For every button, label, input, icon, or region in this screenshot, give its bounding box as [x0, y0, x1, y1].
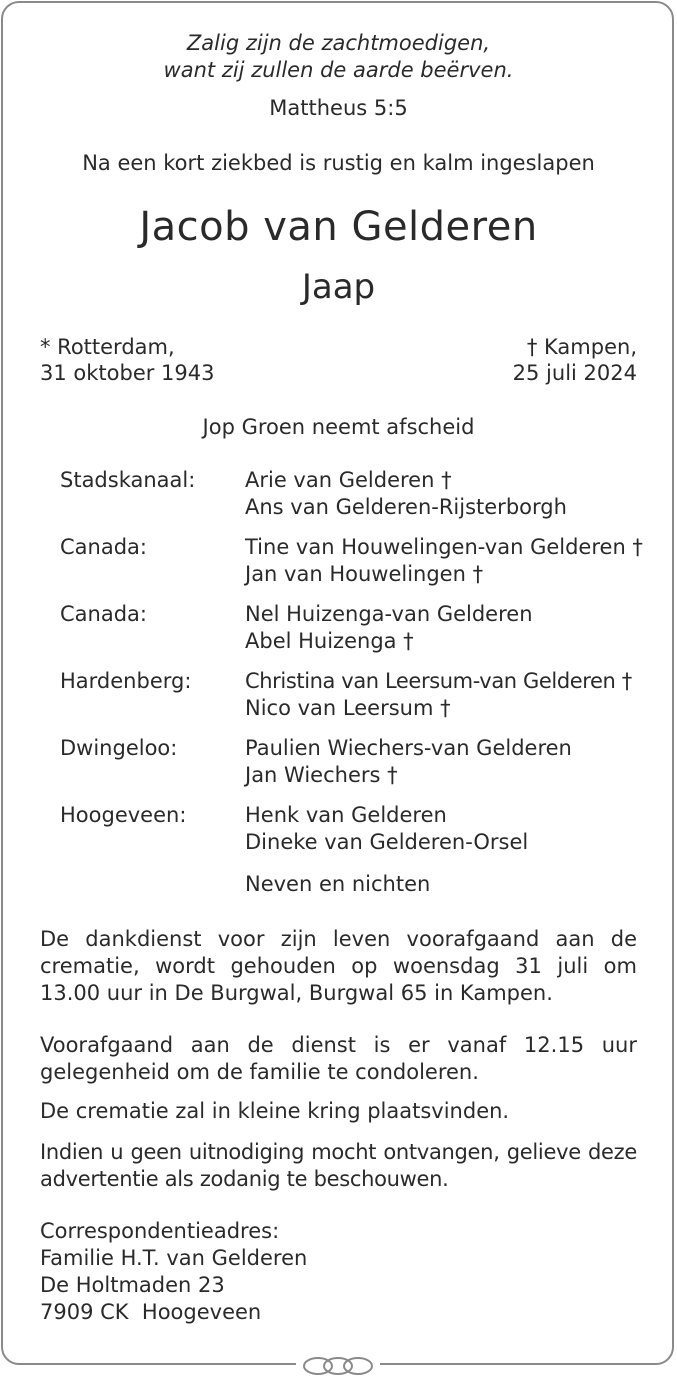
spouse-farewell: Jop Groen neemt afscheid — [202, 415, 475, 439]
address-city: 7909 CK Hoogeveen — [40, 1300, 262, 1324]
cremation-paragraph: De crematie zal in kleine kring plaatsvinden. — [40, 1099, 510, 1123]
intro-text: Na een kort ziekbed is rustig en kalm ingeslapen — [82, 151, 595, 175]
family-row — [60, 735, 650, 789]
family-place: Hardenberg: — [60, 669, 192, 693]
invitation-paragraph: Indien u geen uitnodiging mocht ontvangen, gelieve deze advertentie als zodanig te beschouwen. — [40, 1140, 637, 1191]
family-name: Arie van Gelderen † — [245, 468, 452, 492]
family-names — [245, 601, 650, 655]
family-name: Christina van Leersum-van Gelderen † — [245, 669, 632, 693]
family-place: Hoogeveen: — [60, 803, 187, 827]
family-name: Dineke van Gelderen-Orsel — [245, 830, 529, 854]
family-name: Paulien Wiechers-van Gelderen — [245, 736, 572, 760]
family-names — [245, 668, 650, 722]
family-name: Tine van Houwelingen-van Gelderen † — [245, 535, 643, 559]
nephews-nieces: Neven en nichten — [245, 872, 431, 896]
family-name: Nico van Leersum † — [245, 696, 451, 720]
service-paragraph: De dankdienst voor zijn leven voorafgaand aan de crematie, wordt gehouden op woensdag 31 juli om 13.00 uur in De Burgwal, Burgwal 65 in Kampen. — [40, 927, 637, 1005]
family-names — [245, 534, 650, 588]
family-row — [60, 601, 650, 655]
family-place: Canada: — [60, 535, 147, 559]
death-date: 25 juli 2024 — [512, 361, 637, 385]
family-row — [60, 802, 650, 856]
family-row — [60, 534, 650, 588]
death-place: † Kampen, — [526, 335, 637, 359]
family-names — [245, 802, 650, 856]
death-info — [513, 334, 637, 386]
address-name: Familie H.T. van Gelderen — [40, 1246, 308, 1270]
birth-date: 31 oktober 1943 — [40, 361, 215, 385]
family-name: Nel Huizenga-van Gelderen — [245, 602, 533, 626]
family-place: Dwingeloo: — [60, 736, 178, 760]
family-names — [245, 467, 650, 521]
family-place: Stadskanaal: — [60, 468, 196, 492]
family-place: Canada: — [60, 602, 147, 626]
three-rings-ornament-icon — [296, 1355, 380, 1377]
family-row — [60, 467, 650, 521]
deceased-nickname: Jaap — [301, 267, 376, 307]
family-name: Abel Huizenga † — [245, 629, 414, 653]
quote-line-1: Zalig zijn de zachtmoedigen, — [186, 31, 491, 55]
deceased-name: Jacob van Gelderen — [139, 204, 538, 250]
correspondence-address — [40, 1218, 307, 1326]
family-name: Henk van Gelderen — [245, 803, 447, 827]
address-street: De Holtmaden 23 — [40, 1273, 225, 1297]
family-list — [60, 467, 650, 869]
family-name: Jan van Houwelingen † — [245, 562, 484, 586]
address-label: Correspondentieadres: — [40, 1219, 280, 1243]
birth-place: * Rotterdam, — [40, 335, 175, 359]
family-name: Jan Wiechers † — [245, 763, 398, 787]
family-row — [60, 668, 650, 722]
family-name: Ans van Gelderen-Rijsterborgh — [245, 495, 567, 519]
condolence-paragraph: Voorafgaand aan de dienst is er vanaf 12.15 uur gelegenheid om de familie te condoleren. — [40, 1033, 637, 1084]
family-names — [245, 735, 650, 789]
quote-reference: Mattheus 5:5 — [269, 96, 408, 120]
quote-line-2: want zij zullen de aarde beërven. — [163, 58, 514, 82]
bible-quote — [0, 30, 677, 84]
birth-info — [40, 334, 215, 386]
